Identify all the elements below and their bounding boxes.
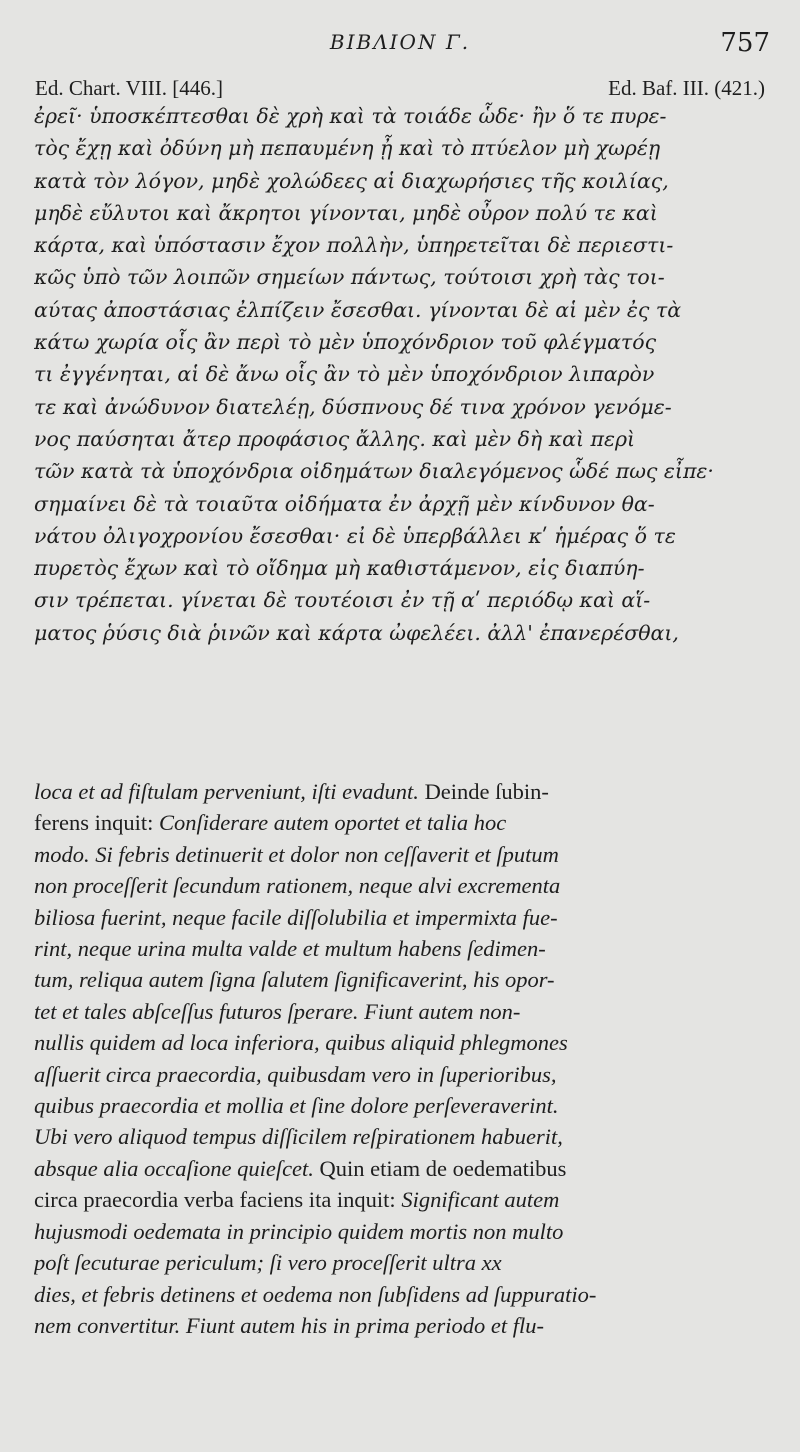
latin-text-line: [34, 1216, 764, 1247]
latin-italic-segment: Ubi vero aliquod tempus diſſicilem reſpirationem habuerit,: [34, 1124, 563, 1150]
latin-italic-segment: tet et tales abſceſſus futuros ſperare. Fiunt autem non-: [34, 998, 521, 1024]
latin-italic-segment: poſt ſecuturae periculum; ſi vero proceſſerit ultra xx: [34, 1250, 502, 1276]
latin-text-line: [34, 1279, 764, 1310]
latin-text-line: [34, 807, 764, 838]
latin-text-block: [34, 776, 764, 1341]
greek-text-line: πυρετὸς ἔχων καὶ τὸ οἴδημα μὴ καθιστάμενον, εἰς διαπύη-: [34, 556, 645, 581]
latin-roman-segment: circa praecordia verba faciens ita inquit:: [34, 1187, 402, 1213]
page-number: 757: [720, 28, 770, 58]
latin-text-line: [34, 902, 764, 933]
latin-italic-segment: quibus praecordia et mollia et ſine dolore perſeveraverint.: [34, 1093, 559, 1119]
greek-text-line: τῶν κατὰ τὰ ὑποχόνδρια οἰδημάτων διαλεγόμενος ὧδέ πως εἶπε·: [34, 459, 714, 484]
greek-text-line: ἐρεῖ· ὑποσκέπτεσθαι δὲ χρὴ καὶ τὰ τοιάδε ὧδε· ἢν ὅ τε πυρε-: [34, 104, 667, 128]
latin-italic-segment: tum, reliqua autem ſigna ſalutem ſignificaverint, his opor-: [34, 967, 555, 993]
greek-text-line: νος παύσηται ἄτερ προφάσιος ἄλλης. καὶ μὲν δὴ καὶ περὶ: [34, 426, 636, 451]
greek-text-block: [34, 100, 764, 649]
latin-italic-segment: biliosa fuerint, neque facile diſſolubilia et impermixta fue-: [34, 904, 558, 930]
running-head-title: ΒΙΒΛΙΟΝ Γ.: [329, 30, 471, 54]
latin-italic-segment: nem convertitur. Fiunt autem his in prima periodo et flu-: [34, 1312, 544, 1338]
latin-text-line: [34, 870, 764, 901]
latin-italic-segment: nullis quidem ad loca inferiora, quibus aliquid phlegmones: [34, 1030, 568, 1056]
edition-left: Ed. Chart. VIII. [446.]: [35, 76, 223, 100]
latin-italic-segment: Conſiderare autem oportet et talia hoc: [158, 810, 507, 836]
latin-text-line: [34, 1059, 764, 1090]
latin-italic-segment: aſſuerit circa praecordia, quibusdam vero in ſuperioribus,: [34, 1061, 557, 1087]
latin-text-line: [34, 996, 764, 1027]
latin-text-line: [34, 1153, 764, 1184]
greek-text-line: νάτου ὀλιγοχρονίου ἔσεσθαι· εἰ δὲ ὑπερβάλλει κʹ ἡμέρας ὅ τε: [34, 523, 676, 548]
latin-roman-segment: Quin etiam de oedematibus: [313, 1155, 567, 1181]
greek-text-line: αύτας ἀποστάσιας ἐλπίζειν ἔσεσθαι. γίνονται δὲ αἱ μὲν ἐς τὰ: [34, 297, 682, 322]
latin-italic-segment: absque alia occaſione quieſcet.: [34, 1155, 314, 1181]
latin-italic-segment: non proceſſerit ſecundum rationem, neque alvi excrementa: [34, 873, 561, 899]
latin-italic-segment: rint, neque urina multa valde et multum habens ſedimen-: [34, 936, 546, 962]
edition-right: Ed. Baf. III. (421.): [608, 76, 765, 100]
latin-text-line: [34, 1247, 764, 1278]
latin-roman-segment: Deinde ſubin-: [418, 779, 549, 804]
latin-text-line: [34, 1310, 764, 1341]
latin-text-line: [34, 1027, 764, 1058]
greek-text-line: ματος ῥύσις διὰ ῥινῶν καὶ κάρτα ὠφελέει. ἀλλ' ἐπανερέσθαι,: [34, 620, 679, 645]
greek-text-line: τὸς ἔχῃ καὶ ὀδύνη μὴ πεπαυμένη ᾖ καὶ τὸ πτύελον μὴ χωρέῃ: [34, 136, 661, 161]
latin-italic-segment: hujusmodi oedemata in principio quidem mortis non multo: [34, 1218, 564, 1244]
greek-text-line: κῶς ὑπὸ τῶν λοιπῶν σημείων πάντως, τούτοισι χρὴ τὰς τοι-: [34, 265, 665, 290]
latin-text-line: [34, 1184, 764, 1215]
greek-text-line: κατὰ τὸν λόγον, μηδὲ χολώδεες αἱ διαχωρήσιες τῆς κοιλίας,: [34, 168, 669, 193]
latin-text-line: [34, 933, 764, 964]
greek-text-line: κάτω χωρία οἷς ἂν περὶ τὸ μὲν ὑποχόνδριον τοῦ φλέγματός: [34, 330, 657, 355]
latin-italic-segment: dies, et febris detinens et oedema non ſubſidens ad ſuppuratio-: [34, 1281, 597, 1307]
latin-italic-segment: Significant autem: [401, 1187, 560, 1213]
greek-text-line: σιν τρέπεται. γίνεται δὲ τουτέοισι ἐν τῇ αʹ περιόδῳ καὶ αἵ-: [34, 588, 651, 613]
greek-text-line: τε καὶ ἀνώδυνον διατελέῃ, δύσπνους δέ τινα χρόνον γενόμε-: [34, 394, 672, 419]
greek-text-line: τι ἐγγένηται, αἱ δὲ ἄνω οἷς ἂν τὸ μὲν ὑποχόνδριον λιπαρὸν: [34, 362, 655, 387]
latin-text-line: [34, 964, 764, 995]
latin-text-line: [34, 776, 764, 807]
latin-italic-segment: loca et ad fiſtulam perveniunt, iſti evadunt.: [34, 779, 419, 804]
latin-text-line: [34, 1090, 764, 1121]
latin-text-line: [34, 1121, 764, 1152]
greek-text-line: μηδὲ εὔλυτοι καὶ ἄκρητοι γίνονται, μηδὲ οὖρον πολύ τε καὶ: [34, 200, 658, 225]
latin-roman-segment: ferens inquit:: [34, 810, 159, 836]
latin-italic-segment: modo. Si febris detinuerit et dolor non ceſſaverit et ſputum: [34, 841, 559, 867]
edition-reference-line: [35, 76, 765, 101]
greek-text-line: κάρτα, καὶ ὑπόστασιν ἔχον πολλὴν, ὑπηρετεῖται δὲ περιεστι-: [34, 233, 674, 258]
greek-text-line: σημαίνει δὲ τὰ τοιαῦτα οἰδήματα ἐν ἀρχῇ μὲν κίνδυνον θα-: [34, 491, 655, 516]
latin-text-line: [34, 839, 764, 870]
